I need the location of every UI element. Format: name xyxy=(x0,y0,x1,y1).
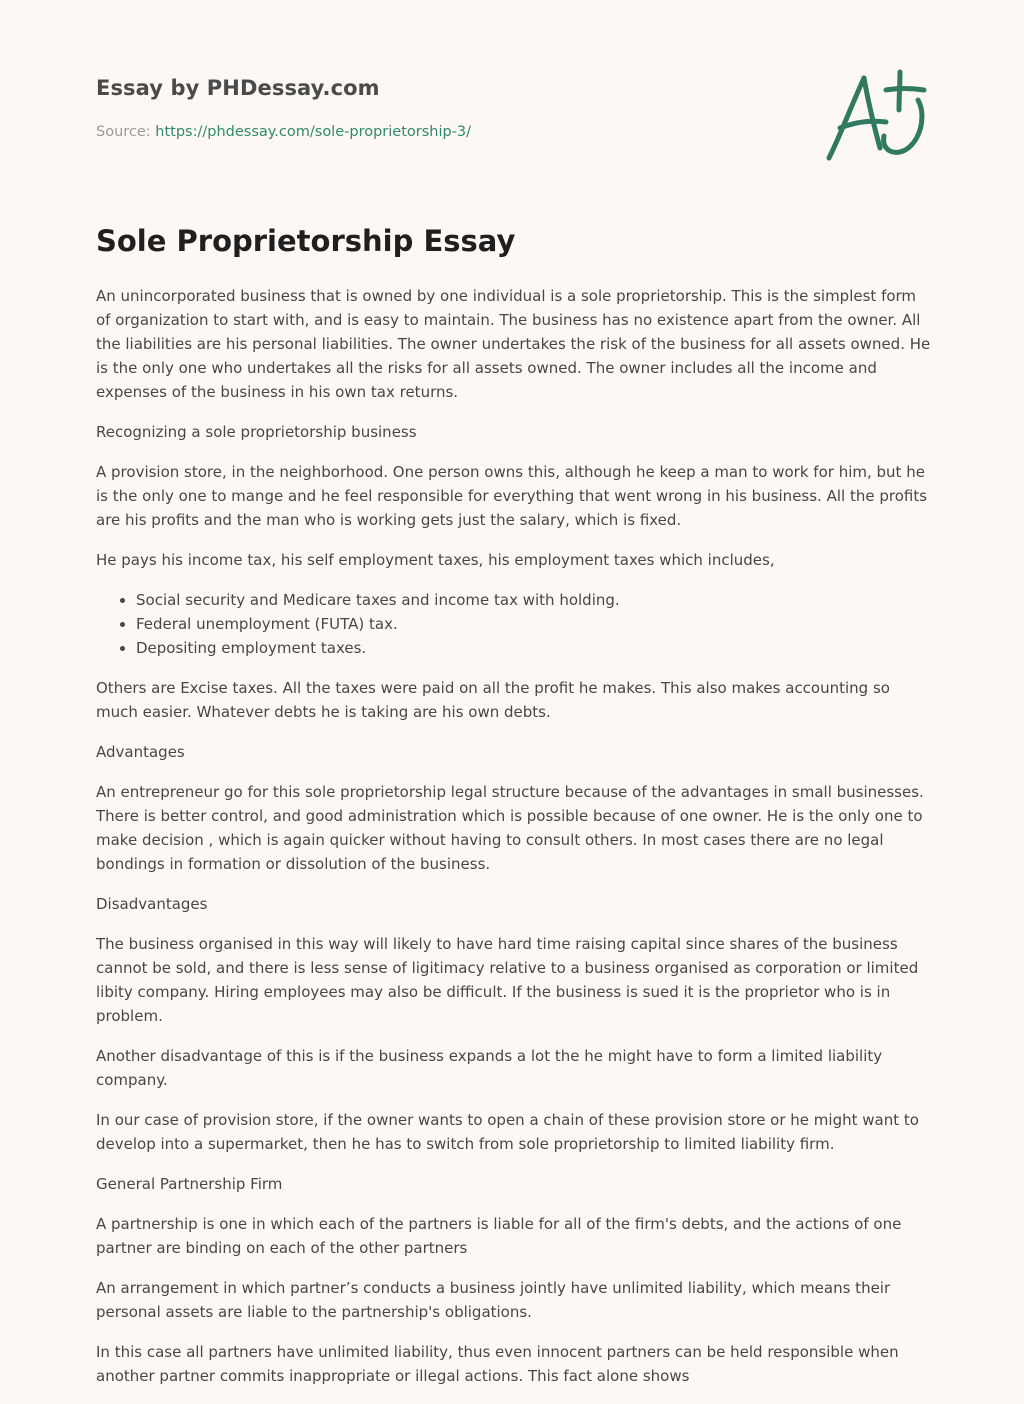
list-item: • Social security and Medicare taxes and income tax with holding. xyxy=(136,588,932,612)
paragraph: An entrepreneur go for this sole proprietorship legal structure because of the advantages in small businesses. There is better control, and good administration which is possible because of one owner. He is the only one to make decision , which is again quicker without having to consult others. In most cases there are no legal bondings in formation or dissolution of the business. xyxy=(96,783,924,873)
essay-body xyxy=(96,284,932,1404)
paragraph: In this case all partners have unlimited liability, thus even innocent partners can be held responsible when another partner commits inappropriate or illegal actions. This fact alone shows xyxy=(96,1343,899,1385)
source-label: Source: xyxy=(96,124,151,140)
section-heading-disadvantages: Disadvantages xyxy=(96,895,208,913)
paragraph: A provision store, in the neighborhood. One person owns this, although he keep a man to work for him, but he is the only one to mange and he feel responsible for everything that went wrong in his business. All the profits are his profits and the man who is working gets just the salary, which is fixed. xyxy=(96,463,928,529)
paragraph: An unincorporated business that is owned by one individual is a sole proprietorship. This is the simplest form of organization to start with, and is easy to maintain. The business has no existence apart from the owner. All the liabilities are his personal liabilities. The owner undertakes the risk of the business for all assets owned. He is the only one who undertakes all the risks for all assets owned. The owner includes all the income and expenses of the business in his own tax returns. xyxy=(96,287,931,401)
a-plus-logo-icon xyxy=(820,66,930,166)
section-heading-partnership: General Partnership Firm xyxy=(96,1175,283,1193)
section-heading-recognizing: Recognizing a sole proprietorship business xyxy=(96,423,417,441)
section-heading-advantages: Advantages xyxy=(96,743,185,761)
taxes-list xyxy=(96,588,932,660)
source-link[interactable]: https://phdessay.com/sole-proprietorship-3/ xyxy=(155,124,472,140)
essay-title: Sole Proprietorship Essay xyxy=(96,224,516,258)
paragraph: In our case of provision store, if the owner wants to open a chain of these provision store or he might want to develop into a supermarket, then he has to switch from sole proprietorship to limited liability firm. xyxy=(96,1111,919,1153)
site-title: Essay by PHDessay.com xyxy=(96,76,380,100)
list-item: • Federal unemployment (FUTA) tax. xyxy=(136,612,932,636)
paragraph: Others are Excise taxes. All the taxes were paid on all the profit he makes. This also makes accounting so much easier. Whatever debts he is taking are his own debts. xyxy=(96,679,890,721)
source-line xyxy=(96,124,471,140)
paragraph: He pays his income tax, his self employment taxes, his employment taxes which includes, xyxy=(96,551,775,569)
paragraph: A partnership is one in which each of the partners is liable for all of the firm's debts, and the actions of one partner are binding on each of the other partners xyxy=(96,1215,902,1257)
list-item: • Depositing employment taxes. xyxy=(136,636,932,660)
paragraph: An arrangement in which partner’s conducts a business jointly have unlimited liability, which means their personal assets are liable to the partnership's obligations. xyxy=(96,1279,891,1321)
paragraph: Another disadvantage of this is if the business expands a lot the he might have to form a limited liability company. xyxy=(96,1047,883,1089)
paragraph: The business organised in this way will likely to have hard time raising capital since shares of the business cannot be sold, and there is less sense of ligitimacy relative to a business organised as corporation or limited libity company. Hiring employees may also be difficult. If the business is sued it is the proprietor who is in problem. xyxy=(96,935,919,1025)
